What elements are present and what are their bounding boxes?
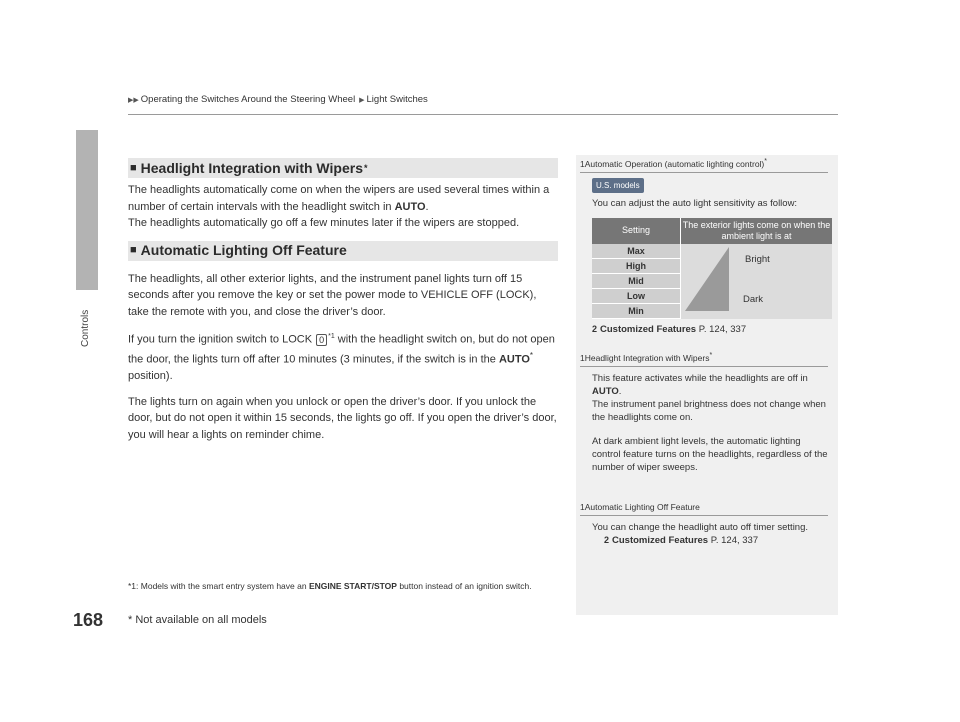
paragraph [128,329,558,385]
note-text-part: This feature activates while the headlights are off in [592,372,808,384]
level-mid: Mid [592,274,680,289]
not-available-note: * Not available on all models [128,614,267,626]
section-title: Headlight Integration with Wipers [140,159,363,176]
footnote-text: *1: Models with the smart entry system have an [128,581,309,591]
table-header [592,218,832,244]
section-heading-headlight-integration [128,158,558,178]
bright-label: Bright [745,253,770,265]
paragraph: The lights turn on again when you unlock or open the driver’s door. If you unlock the door, but do not open it within 15 seconds, the lights go off. If you open the driver’s door, you will hear a lights on reminder chime. [128,395,557,441]
xref-title: Customized Features [600,323,697,335]
paragraph-text: The headlights automatically come on when the wipers are used several times within a number of certain intervals with the headlight switch in [128,184,550,213]
section-heading-auto-off [128,241,558,261]
note-title [580,352,828,367]
level-min: Min [592,304,680,319]
note-text: You can adjust the auto light sensitivity as follow: [592,197,798,209]
header-setting: Setting [621,225,651,236]
cross-reference-link[interactable] [592,534,830,547]
section-square-icon: ■ [130,244,137,257]
auto-label: AUTO [498,353,530,366]
note-title-text: Headlight Integration with Wipers [584,352,710,363]
breadcrumb-arrow-icon: ▶▶ [128,96,139,104]
note-text [592,372,830,424]
paragraph-text: with the headlight switch on, but do not open the door, the lights turn off after 10 minutes (3 minutes, if the switch is in the [128,333,555,366]
note-title-text: Automatic Lighting Off Feature [584,502,700,512]
auto-label: AUTO [592,385,619,397]
section-square-icon: ■ [130,161,137,174]
breadcrumb-item-operating-switches[interactable]: Operating the Switches Around the Steering Wheel [140,94,356,105]
not-available-marker: * [764,158,767,165]
paragraph-text: If you turn the ignition switch to LOCK [128,333,316,346]
header-description: The exterior lights come on when the ambient light is at [680,218,832,244]
xref-pages: P. 124, 337 [696,323,747,335]
lock-position-key-icon: 0 [316,334,327,346]
note-text: You can change the headlight auto off timer setting. [592,522,809,533]
note-number: 1 [580,352,585,363]
reference-arrow-icon: 2 [592,323,598,334]
paragraph-text: . [425,200,429,213]
not-available-marker: * [709,352,713,359]
level-low: Low [592,289,680,304]
note-text: At dark ambient light levels, the automatic lighting control feature turns on the headlights, regardless of the number of wiper sweeps. [592,435,828,473]
auto-label: AUTO [394,200,426,213]
cross-reference-link[interactable] [592,323,830,336]
header-divider [128,114,838,115]
section-title: Automatic Lighting Off Feature [140,242,347,259]
footnote [128,578,568,594]
paragraph-text: The headlights automatically go off a few minutes later if the wipers are stopped. [128,217,520,229]
dark-label: Dark [743,293,764,305]
breadcrumb-arrow-icon: ▶ [357,96,365,104]
note-text-part: The instrument panel brightness does not change when the headlights come on. [592,398,826,423]
not-available-marker: * [529,351,534,361]
paragraph-text: position). [128,370,173,383]
xref-pages: P. 124, 337 [708,535,759,546]
page-number: 168 [73,610,104,630]
brightness-wedge-icon [685,247,729,311]
level-max: Max [592,244,680,259]
chapter-tab [76,130,98,290]
not-available-marker: * [363,162,368,173]
sensitivity-table [592,218,832,319]
note-headlight-integration [580,352,830,485]
breadcrumb-item-light-switches[interactable]: Light Switches [366,94,428,105]
brightness-gradient-cell [680,244,832,319]
engine-start-stop-label: ENGINE START/STOP [308,581,397,591]
footnote-ref: *1 [328,333,335,340]
footnote-text: button instead of an ignition switch. [396,581,532,591]
reference-arrow-icon: 2 [604,535,610,545]
chapter-label: Controls [80,309,91,347]
level-high: High [592,259,680,274]
us-models-badge: U.S. models [592,178,644,193]
paragraph: The headlights, all other exterior lights, and the instrument panel lights turn off 15 seconds after you remove the key or set the power mode to VEHICLE OFF (LOCK), take the remote with you, and close the driver’s door. [128,272,537,318]
xref-title: Customized Features [612,535,709,546]
note-number: 1 [580,502,585,512]
note-title [580,158,828,173]
note-title [580,502,828,516]
breadcrumb [128,94,428,105]
paragraph [128,182,558,232]
note-automatic-operation [580,158,830,336]
main-content [128,158,558,452]
note-number: 1 [580,158,585,169]
note-text-part: . [618,385,622,397]
note-auto-off [580,502,830,547]
note-title-text: Automatic Operation (automatic lighting control) [584,158,765,169]
